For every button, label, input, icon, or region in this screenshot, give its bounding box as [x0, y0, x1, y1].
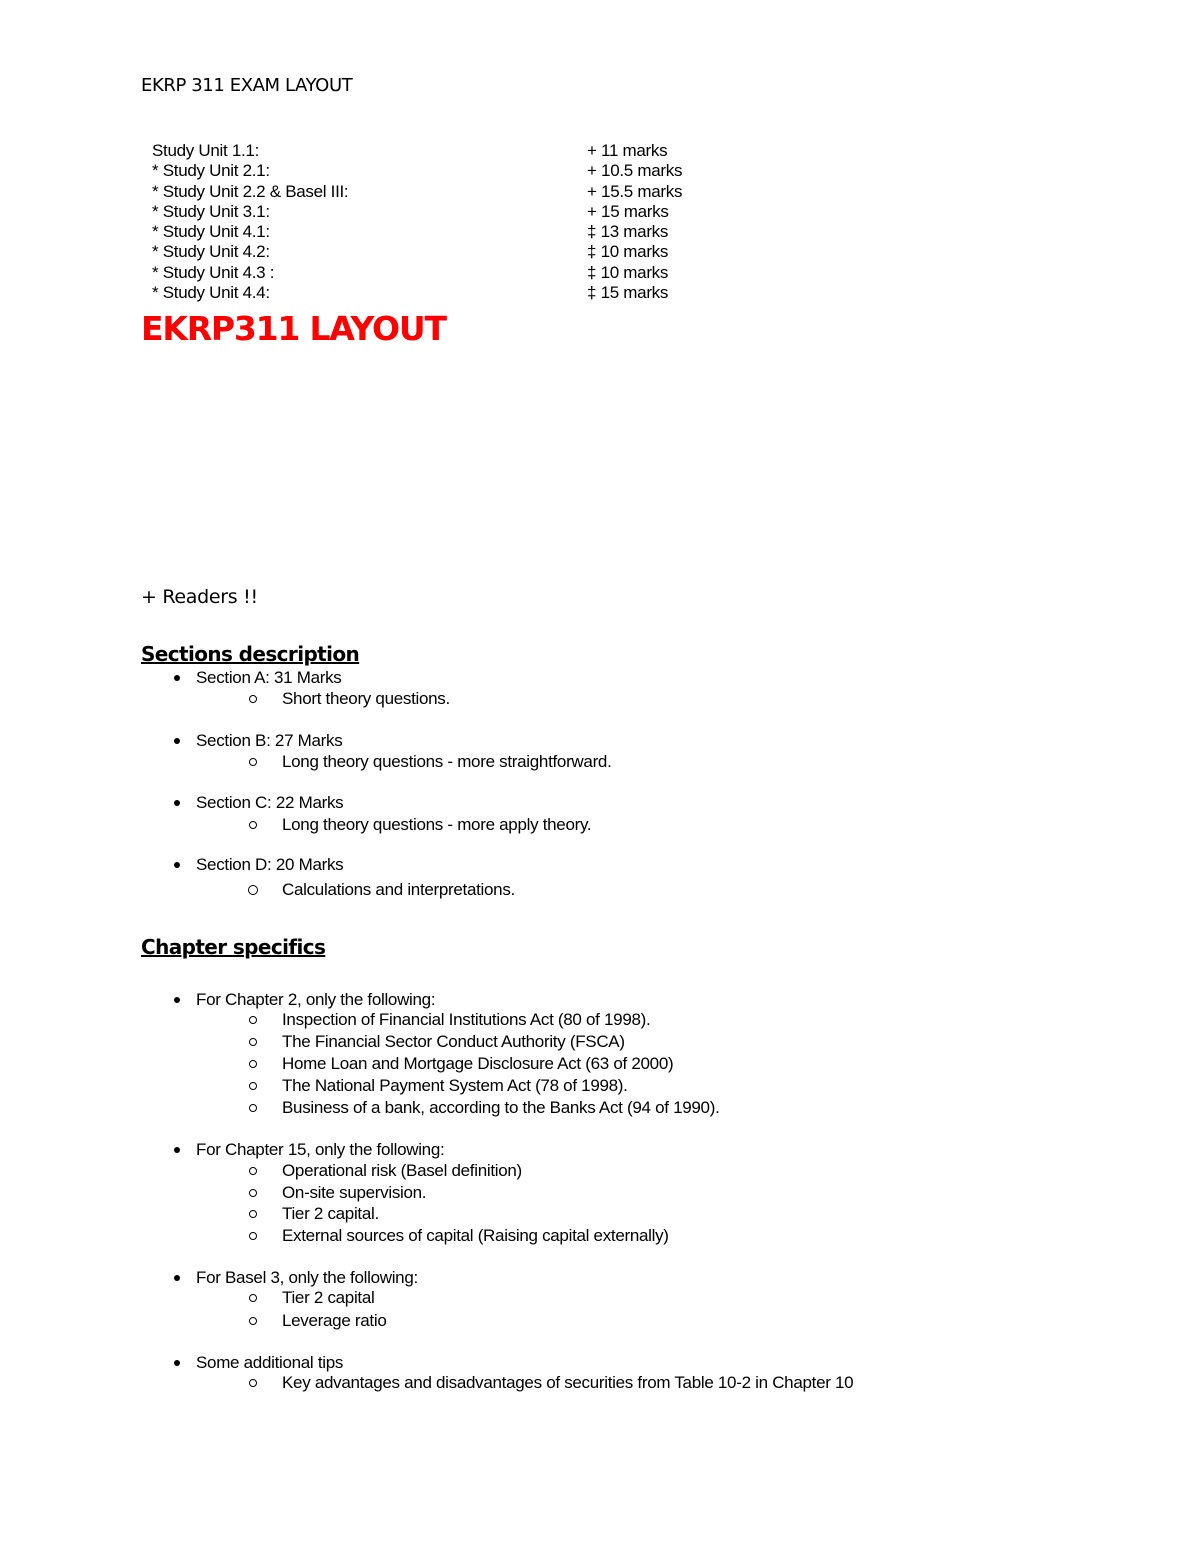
- chapter-topic: External sources of capital (Raising capital externally): [282, 1226, 669, 1245]
- circle-bullet-icon: [249, 758, 257, 766]
- readers-note: + Readers !!: [141, 586, 258, 608]
- chapter-label: Some additional tips: [196, 1353, 344, 1372]
- marks-value: + 11 marks: [587, 141, 668, 160]
- chapter-topic: Key advantages and disadvantages of securities from Table 10-2 in Chapter 10: [282, 1373, 854, 1392]
- section-label: Section D: 20 Marks: [196, 855, 344, 874]
- section-label: Section C: 22 Marks: [196, 793, 344, 812]
- circle-bullet-icon: [249, 1060, 257, 1068]
- circle-bullet-icon: [249, 1232, 257, 1240]
- circle-bullet-icon: [248, 885, 258, 895]
- sections-heading: Sections description: [141, 642, 360, 666]
- study-unit-label: * Study Unit 2.2 & Basel III:: [152, 181, 349, 201]
- section-label: Section B: 27 Marks: [196, 731, 343, 750]
- chapter-specifics-heading: Chapter specifics: [141, 935, 326, 959]
- section-description: Calculations and interpretations.: [282, 880, 515, 899]
- bullet-icon: [174, 862, 180, 868]
- circle-bullet-icon: [249, 1082, 257, 1090]
- document-title: EKRP 311 EXAM LAYOUT: [141, 75, 353, 96]
- chapter-topic: Business of a bank, according to the Banks Act (94 of 1990).: [282, 1098, 720, 1117]
- circle-bullet-icon: [249, 1104, 257, 1112]
- bullet-icon: [174, 1360, 180, 1366]
- circle-bullet-icon: [249, 821, 257, 829]
- section-description: Long theory questions - more straightforward.: [282, 752, 612, 771]
- layout-heading: EKRP311 LAYOUT: [141, 309, 446, 348]
- circle-bullet-icon: [249, 1167, 257, 1175]
- circle-bullet-icon: [249, 1038, 257, 1046]
- study-unit-label: * Study Unit 3.1:: [152, 201, 270, 221]
- study-unit-label: * Study Unit 4.3 :: [152, 262, 275, 282]
- bullet-icon: [174, 675, 180, 681]
- study-unit-label: * Study Unit 2.1:: [152, 161, 270, 181]
- chapter-topic: The National Payment System Act (78 of 1998).: [282, 1076, 628, 1095]
- circle-bullet-icon: [249, 695, 257, 703]
- section-label: Section A: 31 Marks: [196, 668, 342, 687]
- bullet-icon: [174, 997, 180, 1003]
- chapter-topic: On-site supervision.: [282, 1183, 427, 1202]
- section-description: Long theory questions - more apply theory.: [282, 815, 592, 834]
- study-unit-label: * Study Unit 4.1:: [152, 222, 270, 242]
- study-unit-label: Study Unit 1.1:: [152, 141, 260, 160]
- circle-bullet-icon: [249, 1016, 257, 1024]
- chapter-topic: Inspection of Financial Institutions Act (80 of 1998).: [282, 1010, 651, 1029]
- study-unit-label: * Study Unit 4.4:: [152, 283, 270, 303]
- bullet-icon: [174, 738, 180, 744]
- marks-value: + 10.5 marks: [587, 161, 683, 181]
- section-description: Short theory questions.: [282, 689, 450, 708]
- circle-bullet-icon: [249, 1379, 257, 1387]
- bullet-icon: [174, 800, 180, 806]
- marks-value: ‡ 13 marks: [587, 222, 669, 242]
- chapter-topic: Tier 2 capital: [282, 1288, 375, 1307]
- chapter-topic: Leverage ratio: [282, 1311, 387, 1330]
- study-unit-label: * Study Unit 4.2:: [152, 242, 270, 262]
- bullet-icon: [174, 1275, 180, 1281]
- marks-value: + 15 marks: [587, 201, 669, 221]
- bullet-icon: [174, 1147, 180, 1153]
- circle-bullet-icon: [249, 1317, 257, 1325]
- chapter-topic: Operational risk (Basel definition): [282, 1161, 522, 1180]
- chapter-label: For Chapter 2, only the following:: [196, 990, 436, 1009]
- circle-bullet-icon: [249, 1294, 257, 1302]
- circle-bullet-icon: [249, 1210, 257, 1218]
- chapter-topic: The Financial Sector Conduct Authority (FSCA): [282, 1032, 625, 1051]
- marks-value: ‡ 10 marks: [587, 262, 669, 282]
- marks-value: + 15.5 marks: [587, 181, 683, 201]
- circle-bullet-icon: [249, 1189, 257, 1197]
- chapter-topic: Tier 2 capital.: [282, 1204, 379, 1223]
- marks-value: ‡ 10 marks: [587, 242, 669, 262]
- chapter-label: For Basel 3, only the following:: [196, 1268, 418, 1287]
- chapter-topic: Home Loan and Mortgage Disclosure Act (63 of 2000): [282, 1054, 674, 1073]
- chapter-label: For Chapter 15, only the following:: [196, 1140, 445, 1159]
- marks-value: ‡ 15 marks: [587, 283, 669, 303]
